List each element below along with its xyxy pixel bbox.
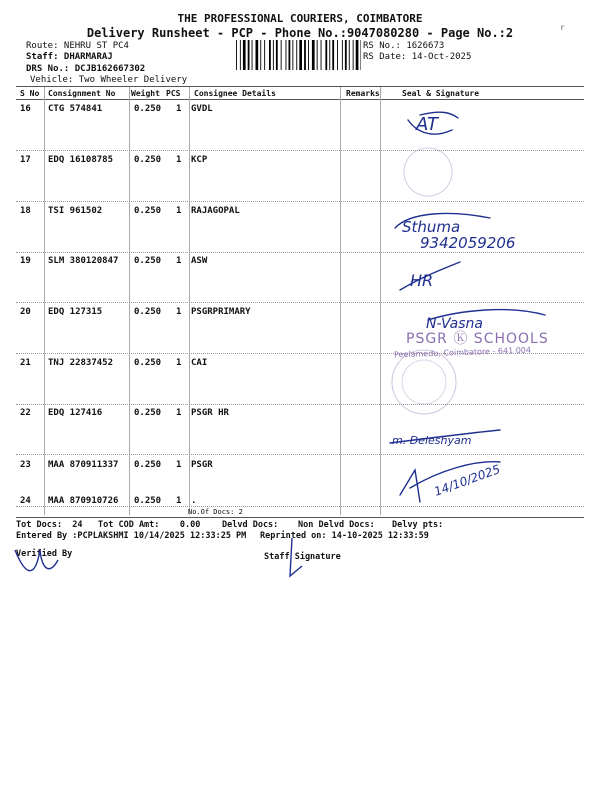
row-weight: 0.250 [134,206,162,216]
delivered-docs: Delvd Docs: [222,520,279,530]
barcode [236,40,361,70]
rs-date: RS Date: 14-Oct-2025 [363,52,472,62]
row-consignee: PSGR HR [191,408,229,418]
vehicle: Vehicle: Two Wheeler Delivery [30,75,188,85]
non-delivered-docs: Non Delvd Docs: [298,520,375,530]
hw-row19: HR [410,271,434,290]
row-weight: 0.250 [134,460,162,470]
row-consignment: SLM 380120847 [48,256,119,266]
row-sno: 16 [20,104,31,114]
row-weight: 0.250 [134,104,162,114]
row-consignment: EDQ 127416 [48,408,103,418]
rs-number: RS No.: 1626673 [363,41,445,51]
delivery-points: Delvy pts: [392,520,444,530]
hw-row18-name: Sthuma [402,218,461,236]
header-consignee: Consignee Details [194,89,276,98]
row-consignee: PSGR [191,460,213,470]
verified-by-label: Verified By [16,549,73,559]
header-seal: Seal & Signature [402,89,480,98]
row-sno: 18 [20,206,31,216]
row-weight: 0.250 [134,358,162,368]
corner-mark: r [560,23,565,32]
school-stamp: PSGR Ⓚ SCHOOLS [406,331,549,347]
header-pcs: PCS [166,89,181,98]
company-name: THE PROFESSIONAL COURIERS, COIMBATORE [177,12,423,25]
row-consignment: EDQ 127315 [48,307,103,317]
school-stamp-address: Peelamedu, Coimbatore - 641 004 [393,345,532,360]
row-consignment: MAA 870911337 [48,460,119,470]
row-weight: 0.250 [134,307,162,317]
staff: Staff: DHARMARAJ [26,52,113,62]
hw-row16: AT [416,114,438,135]
row-weight: 0.250 [134,155,162,165]
row-consignee: PSGRPRIMARY [191,307,251,317]
hw-row22: m. Deleshyam [392,434,472,447]
stamp-circle [402,360,446,404]
row-pcs: 1 [176,155,182,165]
total-docs: Tot Docs: 24 [16,520,83,530]
reprinted-on: Reprinted on: 14-10-2025 12:33:59 [260,531,429,541]
table-top-rule [16,86,584,87]
route: Route: NEHRU ST PC4 [26,41,129,51]
row-sno: 19 [20,256,31,266]
runsheet-title: Delivery Runsheet - PCP - Phone No.:9047080280 - Page No.:2 [86,26,514,40]
row-consignment: TSI 961502 [48,206,103,216]
row-consignee: GVDL [191,104,213,114]
stamp-circle [404,148,452,196]
total-cod: Tot COD Amt: 0.00 [98,520,201,530]
handwritten-signatures [380,100,570,520]
row-pcs: 1 [176,256,182,266]
row-consignee: ASW [191,256,208,266]
row-sno: 23 [20,460,31,470]
header-consignment: Consignment No [48,89,116,98]
row-weight: 0.250 [134,408,162,418]
staff-signature [262,536,312,580]
header-remarks: Remarks [346,89,380,98]
hw-row20: N-Vasna [426,316,483,332]
drs-number: DRS No.: DCJB162667302 [26,64,146,74]
row-weight: 0.250 [134,496,162,506]
no-of-docs: No.Of Docs: 2 [188,508,243,516]
row-sno: 21 [20,358,31,368]
header-sno: S No [20,89,40,98]
row-pcs: 1 [176,408,182,418]
row-consignment: MAA 870910726 [48,496,119,506]
entered-by: Entered By :PCPLAKSHMI 10/14/2025 12:33:25 PM [16,531,247,541]
row-consignee: KCP [191,155,208,165]
row-pcs: 1 [176,206,182,216]
row-sno: 17 [20,155,31,165]
row-consignment: CTG 574841 [48,104,103,114]
hw-row18-phone: 9342059206 [420,234,516,252]
row-pcs: 1 [176,496,182,506]
hw-row23-date: 14/10/2025 [432,462,503,499]
row-pcs: 1 [176,104,182,114]
row-sno: 20 [20,307,31,317]
staff-signature-label: Staff Signature [264,552,341,562]
header-weight: Weight [131,89,160,98]
row-sno: 22 [20,408,31,418]
row-pcs: 1 [176,460,182,470]
row-consignment: EDQ 16108785 [48,155,114,165]
row-consignee: . [191,496,197,506]
row-sno: 24 [20,496,31,506]
row-weight: 0.250 [134,256,162,266]
row-pcs: 1 [176,358,182,368]
row-consignee: CAI [191,358,208,368]
verified-signature [10,540,73,580]
row-consignee: RAJAGOPAL [191,206,240,216]
row-consignment: TNJ 22837452 [48,358,114,368]
row-pcs: 1 [176,307,182,317]
